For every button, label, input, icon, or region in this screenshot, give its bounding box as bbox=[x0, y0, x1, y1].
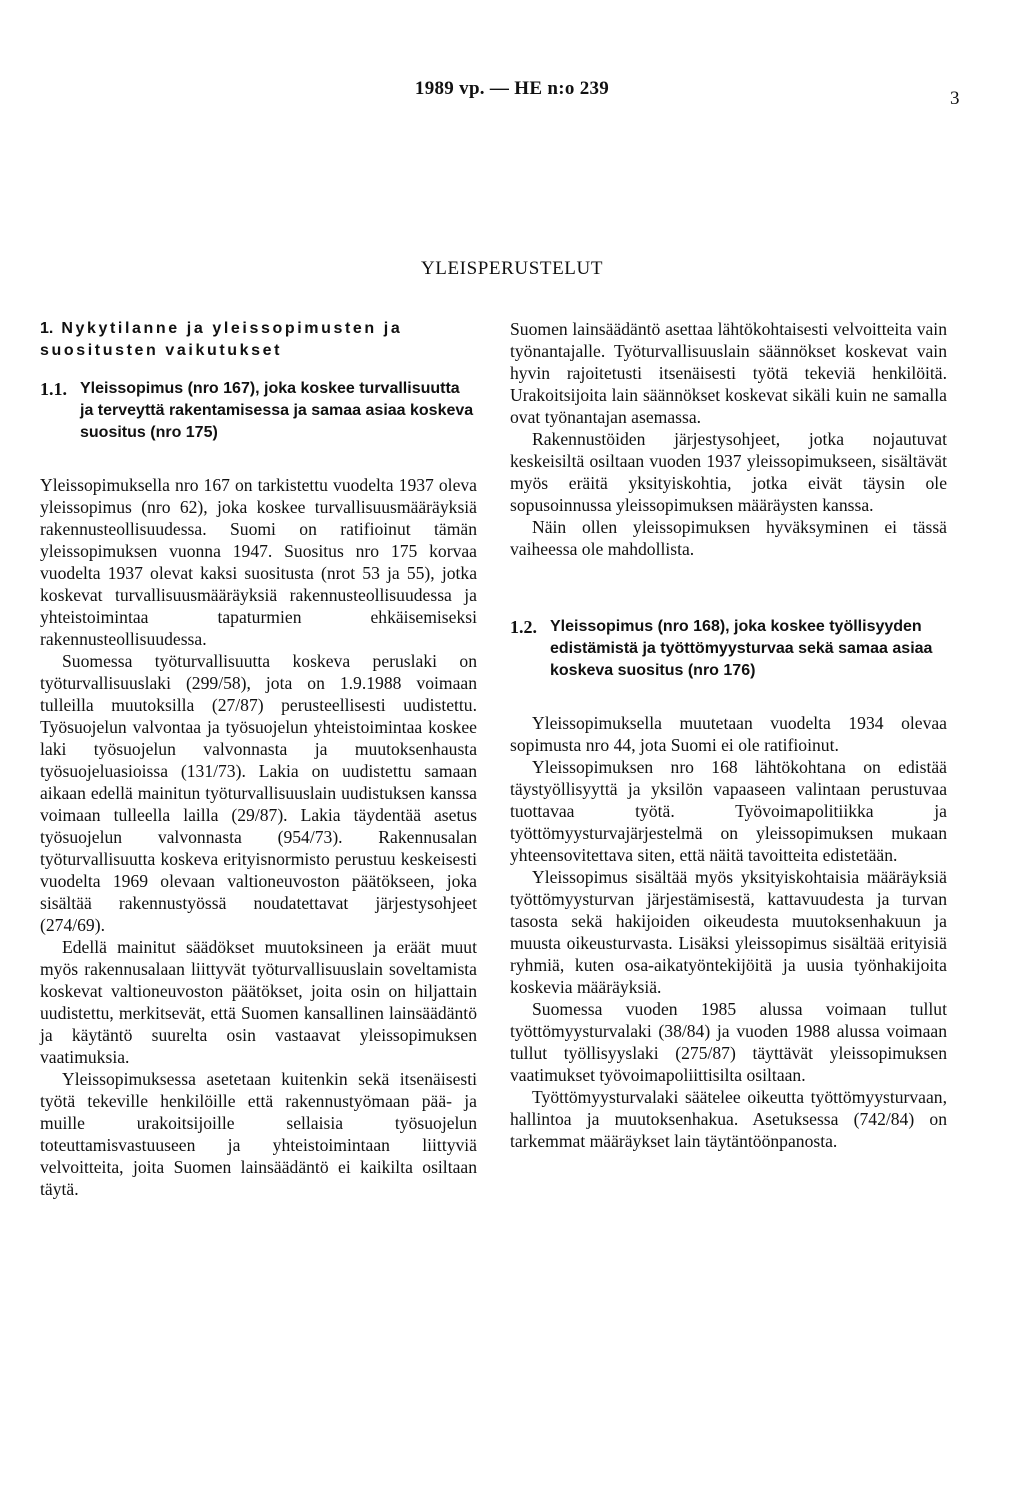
subsection-number: 1.2. bbox=[510, 617, 537, 637]
section-heading bbox=[40, 318, 477, 362]
paragraph: Yleissopimuksella muutetaan vuodelta 1934 olevaa sopimusta nro 44, jota Suomi ei ole ratifioinut. bbox=[510, 713, 947, 755]
paragraph: Rakennustöiden järjestysohjeet, jotka nojautuvat keskeisiltä osiltaan vuoden 1937 yleissopimukseen, sisältävät myös eräitä yksityiskohtia, jotka eivät täysin ole sopusoinnussa yleissopimuksen määräysten kanssa. bbox=[510, 429, 947, 515]
paragraph: Suomen lainsäädäntö asettaa lähtökohtaisesti velvoitteita vain työnantajalle. Työturvallisuuslain säännökset koskevat vain hyvin rajoitetusti itsenäisesti työtä tekeviä henkilöitä. Urakoitsijoita lain säännökset koskevat sikäli kuin ne samalla ovat työnantajan asemassa. bbox=[510, 319, 947, 427]
main-heading: YLEISPERUSTELUT bbox=[420, 258, 604, 279]
section-number: 1. bbox=[40, 320, 54, 337]
subsection-number: 1.1. bbox=[40, 379, 67, 399]
paragraph: Suomessa vuoden 1985 alussa voimaan tullut työttömyysturvalaki (38/84) ja vuoden 1988 alussa voimaan tullut työllisyyslaki (275/87) täyttävät yleissopimuksen vaatimukset työvoimapoliittisilta osiltaan. bbox=[510, 999, 947, 1085]
paragraph: Edellä mainitut säädökset muutoksineen ja eräät muut myös rakennusalaan liittyvät työturvallisuuslain soveltamista koskevat valtioneuvoston päätökset, joita osin on hiljattain uudistettu, merkitsevät, että Suomen kansallinen lainsäädäntö ja käytäntö suurelta osin vastaavat yleissopimuksen vaatimuksia. bbox=[40, 937, 477, 1067]
paragraph: Yleissopimuksessa asetetaan kuitenkin sekä itsenäisesti työtä tekeville henkilöille että rakennustyömaan pää- ja muille urakoitsijoille sellaisia työsuojelun toteuttamisvastuuseen ja yhteistoimintaan liittyviä velvoitteita, joita Suomen lainsäädäntö ei kaikilta osiltaan täytä. bbox=[40, 1069, 477, 1199]
page-header-title: 1989 vp. — HE n:o 239 bbox=[414, 78, 610, 99]
subsection-title: Yleissopimus (nro 168), joka koskee työllisyyden edistämistä ja työttömyysturvaa sekä samaa asiaa koskeva suositus (nro 176) bbox=[550, 618, 933, 679]
paragraph: Näin ollen yleissopimuksen hyväksyminen ei tässä vaiheessa ole mahdollista. bbox=[510, 517, 947, 559]
paragraph: Työttömyysturvalaki säätelee oikeutta työttömyysturvaan, hallintoa ja muutoksenhakua. Asetuksessa (742/84) on tarkemmat määräykset lain täytäntöönpanosta. bbox=[510, 1087, 947, 1151]
subsection-title: Yleissopimus (nro 167), joka koskee turvallisuutta ja terveyttä rakentamisessa ja samaa asiaa koskeva suositus (nro 175) bbox=[80, 380, 474, 441]
paragraph: Yleissopimuksella nro 167 on tarkistettu vuodelta 1937 oleva yleissopimus (nro 62), joka koskee turvallisuusmääräyksiä rakennusteollisuudessa. Suomi on ratifioinut tämän yleissopimuksen vuonna 1947. Suositus nro 175 korvaa vuodelta 1937 olevat kaksi suositusta (nrot 53 ja 55), jotka koskevat turvallisuusmääräyksiä rakennusteollisuudessa ja yhteistoimintaa tapaturmien ehkäisemiseksi rakennusteollisuudessa. bbox=[40, 475, 477, 649]
section-title: Nykytilanne ja yleissopimusten ja suositusten vaikutukset bbox=[40, 320, 403, 359]
subsection-heading-1-1 bbox=[40, 378, 477, 444]
spacer bbox=[510, 560, 947, 616]
right-column bbox=[510, 318, 947, 1152]
page-number: 3 bbox=[950, 88, 960, 109]
subsection-heading-1-2 bbox=[510, 616, 947, 682]
paragraph: Yleissopimus sisältää myös yksityiskohtaisia määräyksiä työttömyysturvan järjestämisestä, kattavuudesta ja turvan tasosta sekä hakijoiden oikeudesta muutoksenhakuun ja muusta oikeusturvasta. Lisäksi yleissopimus sisältää erityisiä ryhmiä, kuten osa-aikatyöntekijöitä ja uusia työnhakijoita koskevia määräyksiä. bbox=[510, 867, 947, 997]
paragraph: Yleissopimuksen nro 168 lähtökohtana on edistää täystyöllisyyttä ja yksilön vapaaseen valintaan perustuvaa tuottavaa työtä. Työvoimapolitiikka ja työttömyysturvajärjestelmä on yleissopimuksen mukaan yhteensovitettava siten, että näitä tavoitteita edistetään. bbox=[510, 757, 947, 865]
left-column bbox=[40, 318, 477, 1200]
paragraph: Suomessa työturvallisuutta koskeva peruslaki on työturvallisuuslaki (299/58), jota on 1.9.1988 voimaan tulleilla muutoksilla (27/87) perusteellisesti uudistettu. Työsuojelun valvontaa ja työsuojelun yhteistoimintaa koskee laki työsuojelun valvonnasta ja muutoksenhausta työsuojeluasioissa (131/73). Lakia on uudistettu samaan aikaan edellä mainitun työturvallisuuslain uudistuksen kanssa voimaan tulleella lailla (29/87). Lakia täydentää asetus työsuojelun valvonnasta (954/73). Rakennusalan työturvallisuutta koskeva erityisnormisto perustuu keskeisesti vuodelta 1969 olevaan valtioneuvoston päätökseen, joka sisältää rakennustyössä noudatettavat järjestysohjeet (274/69). bbox=[40, 651, 477, 935]
